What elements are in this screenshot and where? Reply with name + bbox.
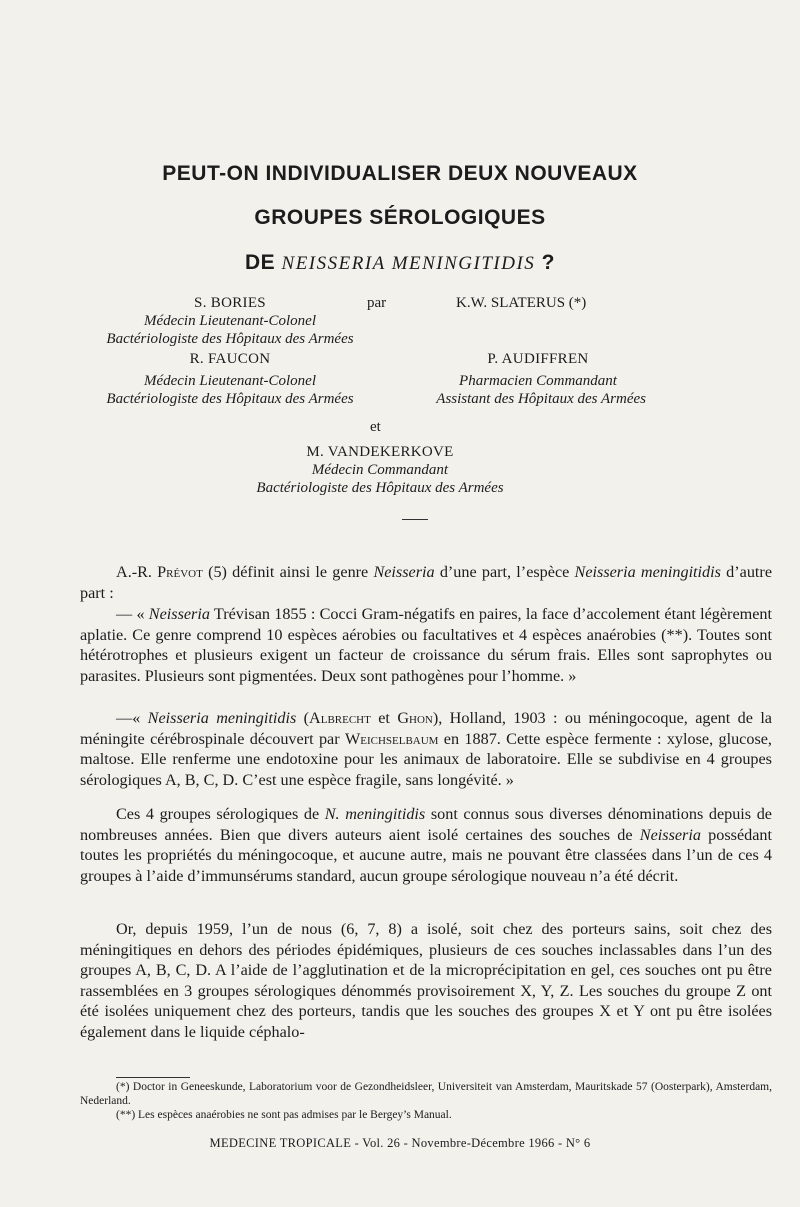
italic-species: N. meningitidis <box>324 805 426 823</box>
quote-neisseria <box>80 604 772 686</box>
title-suffix: ? <box>535 251 555 274</box>
author-faucon <box>100 350 360 408</box>
paragraph-groups <box>80 804 772 886</box>
author-audiffren <box>400 350 646 408</box>
author-slaterus: K.W. SLATERUS (*) <box>456 295 587 311</box>
italic-genus: Neisseria <box>148 605 210 623</box>
author-ref-prevot: A.-R. Prévot <box>116 563 203 581</box>
italic-species: Neisseria meningitidis <box>147 709 297 727</box>
text-run: (5) définit ainsi le genre <box>202 563 374 581</box>
text-run: d’une part, l’espèce <box>434 563 575 581</box>
title-prefix: DE <box>245 251 282 274</box>
text-run: ), Holland, 1903 : ou méningocoque, agent de la méningite cérébrospinale découvert par <box>80 709 772 748</box>
text-run: sont connus sous diverses dénominations depuis de nombreuses années. Bien que divers auteurs aient isolé certaines des souches de <box>80 805 772 844</box>
text-run: d’autre part : <box>80 563 772 602</box>
author-ref-weichselbaum: Weichselbaum <box>344 729 439 748</box>
italic-genus: Neisseria <box>373 563 435 581</box>
author-affiliation: Bactériologiste des Hôpitaux des Armées <box>106 391 354 407</box>
author-ref-ghon: Ghon <box>397 709 433 727</box>
author-affiliation: Assistant des Hôpitaux des Armées <box>436 391 646 407</box>
author-bories <box>100 294 360 348</box>
text-run: Trévisan 1855 : Cocci Gram-négatifs en paires, la face d’accolement étant légèrement aplatie. Ce genre comprend 10 espèces aérobies ou facultatives et 4 espèces anaérobies (**). Toutes sont hétérotrophes et plusieurs exigent un facteur de croissance du sérum frais. Elles sont saprophytes ou parasites. Plusieurs sont pigmentées. Deux sont pathogènes pour l’homme. » <box>80 605 773 685</box>
author-name: S. BORIES <box>194 295 266 311</box>
par-label: par <box>367 295 387 311</box>
author-vandekerkove <box>220 443 540 497</box>
text-run: Ces 4 groupes sérologiques de <box>116 805 325 823</box>
text-run: en 1887. Cette espèce fermente : xylose, glucose, maltose. Elle renferme une endotoxine pour les animaux de laboratoire. Elle se subdivise en 4 groupes sérologiques A, B, C, D. C’est une espèce fragile, sans longévité. » <box>80 729 772 789</box>
author-role: Médecin Commandant <box>311 462 449 478</box>
title-line-2: GROUPES SÉROLOGIQUES <box>254 206 546 229</box>
footnote-1: (*) Doctor in Geneeskunde, Laboratorium voor de Gezondheidsleer, Universiteit van Amsterdam, Mauritskade 57 (Oosterpark), Amsterdam, Nederland. <box>80 1081 772 1107</box>
journal-footer: MEDECINE TROPICALE - Vol. 26 - Novembre-Décembre 1966 - N° 6 <box>209 1136 591 1150</box>
author-name: R. FAUCON <box>189 351 271 367</box>
italic-genus: Neisseria <box>639 825 701 844</box>
paragraph-new-groups: Or, depuis 1959, l’un de nous (6, 7, 8) a isolé, soit chez des porteurs sains, soit chez des méningitiques en dehors des périodes épidémiques, plusieurs de ces souches inclassables dans l’un des groupes A, B, C, D. A l’aide de l’agglutination et de la microprécipitation en gel, ces souches ont pu être rassemblées en 3 groupes sérologiques dénommés provisoirement X, Y, Z. Les souches du groupe Z ont été isolées uniquement chez des porteurs, tandis que les souches des groupes X et Y ont pu être isolées également dans le liquide céphalo- <box>80 920 772 1041</box>
title-species: NEISSERIA MENINGITIDIS <box>281 253 536 274</box>
text-run: ( <box>296 709 310 727</box>
text-run: et <box>370 709 398 727</box>
author-affiliation: Bactériologiste des Hôpitaux des Armées <box>256 480 504 496</box>
author-role: Médecin Lieutenant-Colonel <box>143 373 317 389</box>
italic-species: Neisseria meningitidis <box>574 563 721 581</box>
quote-meningitidis <box>80 708 772 790</box>
footnote-2: (**) Les espèces anaérobies ne sont pas admises par le Bergey’s Manual. <box>116 1109 452 1121</box>
title-line-3 <box>0 251 800 275</box>
author-affiliation: Bactériologiste des Hôpitaux des Armées <box>106 331 354 347</box>
author-name: M. VANDEKERKOVE <box>306 444 454 460</box>
author-role: Pharmacien Commandant <box>459 373 617 389</box>
text-run: — « <box>116 605 149 623</box>
author-name: P. AUDIFFREN <box>487 351 589 367</box>
author-ref-albrecht: Albrecht <box>309 709 371 727</box>
et-label: et <box>370 419 381 435</box>
paragraph-intro <box>80 562 772 603</box>
title-line-1: PEUT-ON INDIVIDUALISER DEUX NOUVEAUX <box>162 162 638 185</box>
footnote-rule <box>116 1077 190 1078</box>
text-run: —« <box>116 709 148 727</box>
text-run: possédant toutes les propriétés du méningocoque, et aucune autre, mais ne pouvant être classées dans l’un de ces 4 groupes à l’aide d’immunsérums standard, aucun groupe sérologique nouveau n’a été décrit. <box>80 825 772 885</box>
title-separator <box>402 519 428 520</box>
author-role: Médecin Lieutenant-Colonel <box>143 313 317 329</box>
